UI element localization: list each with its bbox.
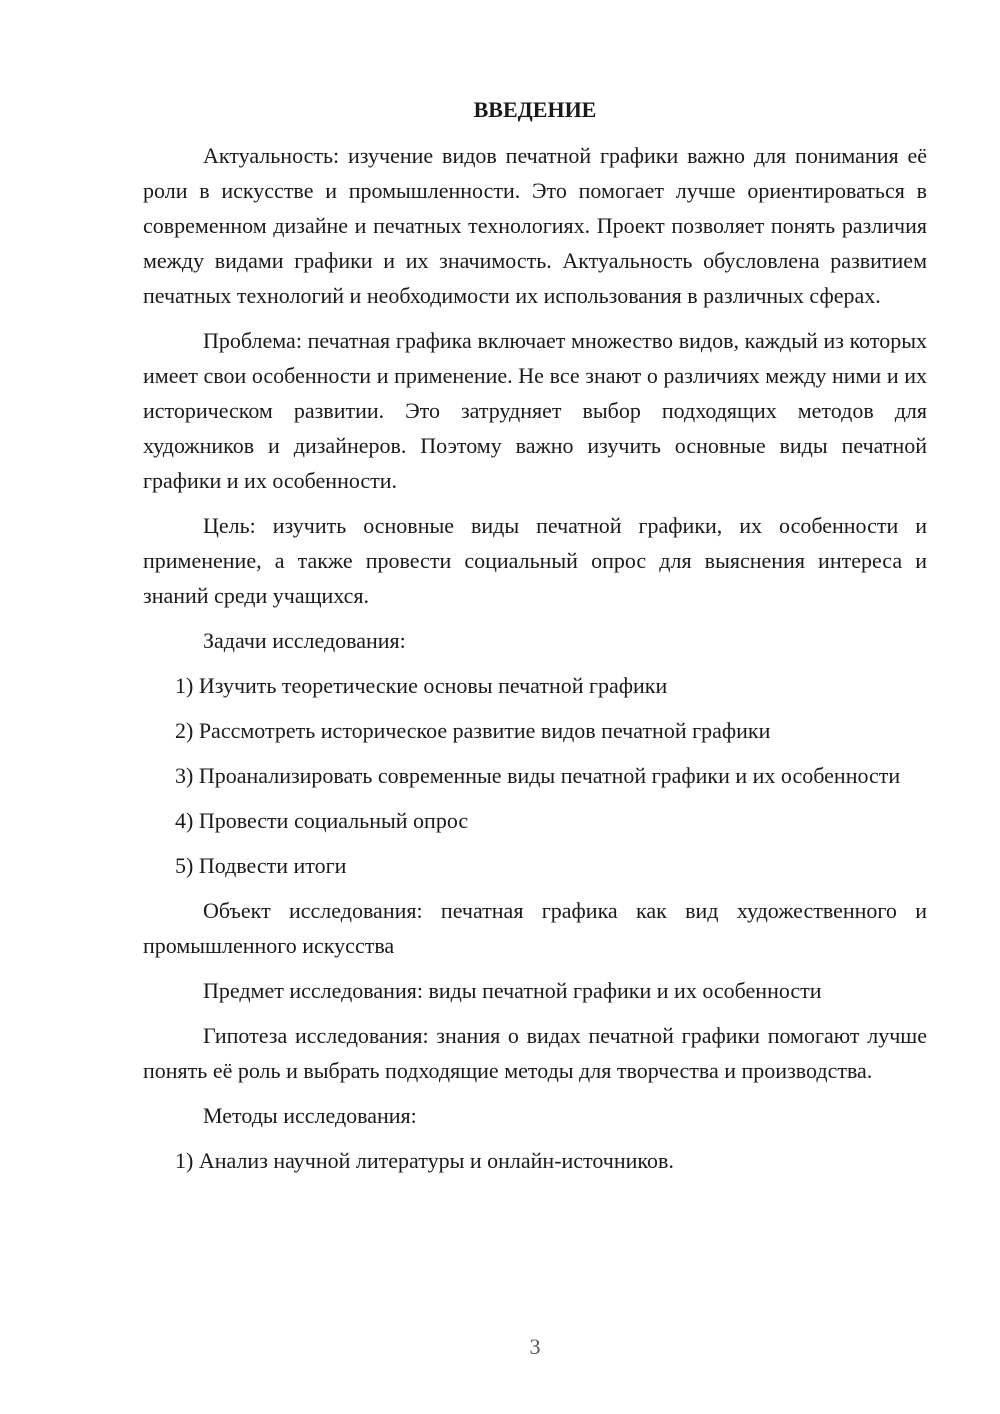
task-item: 1) Изучить теоретические основы печатной графики bbox=[175, 673, 668, 698]
goal-paragraph: Цель: изучить основные виды печатной графики, их особенности и применение, а также провести социальный опрос для выяснения интереса и знаний среди учащихся. bbox=[143, 513, 927, 608]
task-item: 4) Провести социальный опрос bbox=[175, 808, 469, 833]
page-number: 3 bbox=[529, 1334, 541, 1359]
task-item: 2) Рассмотреть историческое развитие видов печатной графики bbox=[175, 718, 771, 743]
task-item: 5) Подвести итоги bbox=[175, 853, 347, 878]
task-item: 3) Проанализировать современные виды печатной графики и их особенности bbox=[175, 763, 901, 788]
section-heading: ВВЕДЕНИЕ bbox=[473, 97, 597, 122]
hypothesis-paragraph: Гипотеза исследования: знания о видах печатной графики помогают лучше понять её роль и выбрать подходящие методы для творчества и производства. bbox=[143, 1023, 927, 1083]
problem-paragraph: Проблема: печатная графика включает множество видов, каждый из которых имеет свои особенности и применение. Не все знают о различиях между ними и их историческом развитии. Это затрудняет выбор подходящих методов для художников и дизайнеров. Поэтому важно изучить основные виды печатной графики и их особенности. bbox=[143, 328, 927, 493]
relevance-paragraph: Актуальность: изучение видов печатной графики важно для понимания её роли в искусстве и промышленности. Это помогает лучше ориентироваться в современном дизайне и печатных технологиях. Проект позволяет понять различия между видами графики и их значимость. Актуальность обусловлена развитием печатных технологий и необходимости их использования в различных сферах. bbox=[143, 143, 927, 308]
page-content bbox=[143, 94, 927, 1188]
object-paragraph: Объект исследования: печатная графика как вид художественного и промышленного искусства bbox=[143, 898, 927, 958]
method-item: 1) Анализ научной литературы и онлайн-источников. bbox=[175, 1148, 674, 1173]
tasks-title: Задачи исследования: bbox=[203, 628, 406, 653]
methods-title: Методы исследования: bbox=[203, 1103, 417, 1128]
subject-paragraph: Предмет исследования: виды печатной графики и их особенности bbox=[203, 978, 822, 1003]
